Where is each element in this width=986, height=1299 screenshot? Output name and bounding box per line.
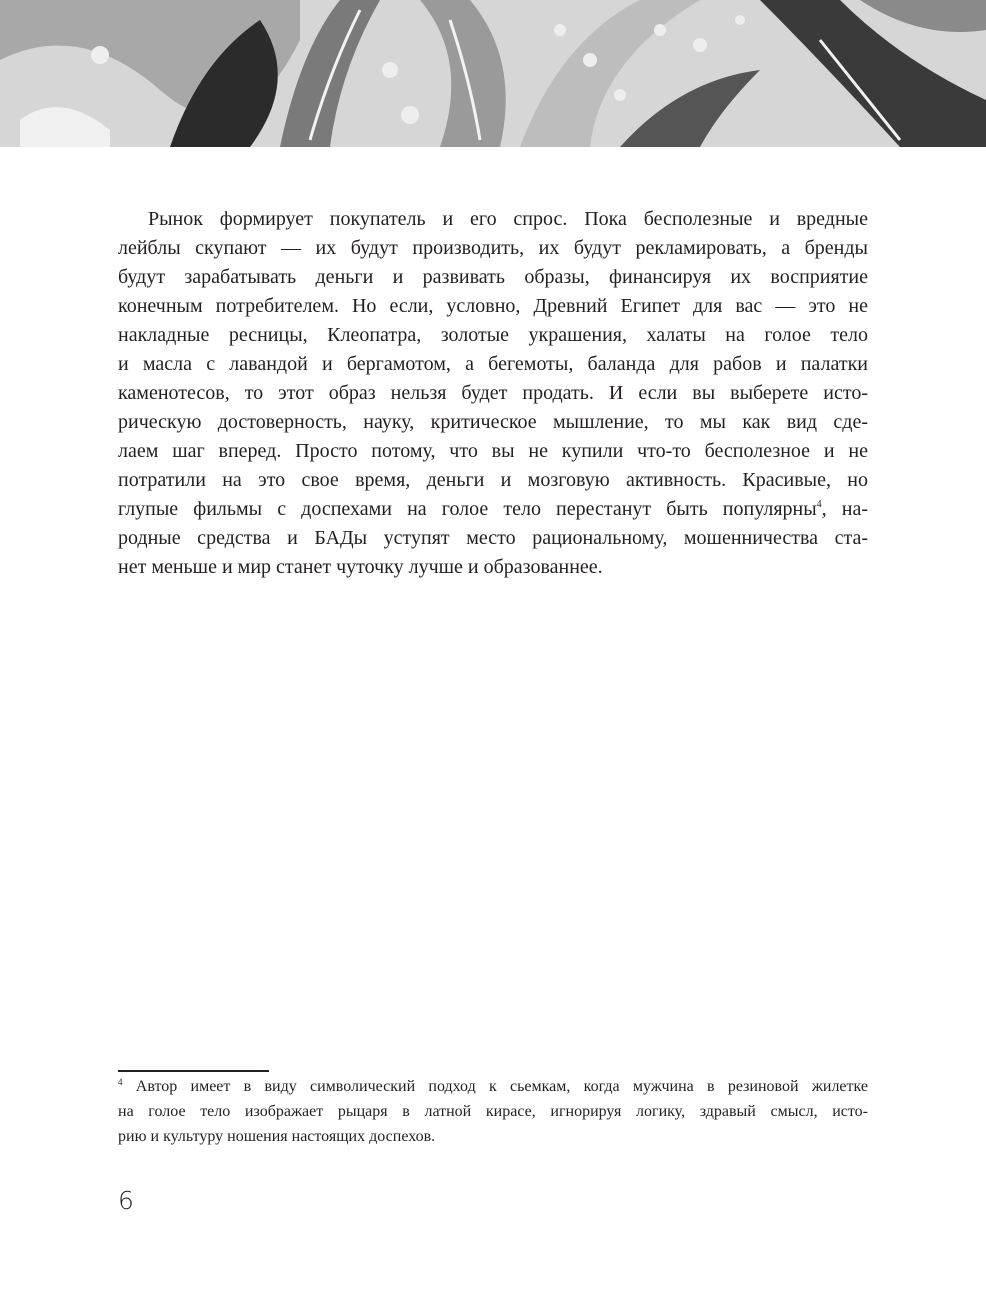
- footnote-line: на голое тело изображает рыцаря в латной кирасе, игнорируя логику, здравый смысл, исто-: [118, 1103, 868, 1120]
- main-paragraph: [118, 205, 868, 582]
- text-line-main: глупые фильмы с доспехами на голое тело перестанут быть популярны: [118, 498, 817, 520]
- footnote-text: Автор имеет в виду символический подход к сьемкам, когда мужчина в резиновой жилетке: [135, 1078, 869, 1095]
- footnote-reference[interactable]: 4: [816, 499, 822, 510]
- footnote: [118, 1074, 868, 1149]
- text-line: конечным потребителем. Но если, условно, Древний Египет для вас — это не: [118, 295, 868, 317]
- text-line: будут зарабатывать деньги и развивать образы, финансируя их восприятие: [118, 266, 868, 288]
- footnote-line: [118, 1074, 868, 1099]
- decorative-header-illustration: [0, 0, 986, 147]
- footnote-line: рию и культуру ношения настоящих доспехов.: [118, 1128, 436, 1145]
- page-number: 6: [118, 1186, 134, 1215]
- footnote-divider: [118, 1070, 269, 1072]
- text-line: накладные ресницы, Клеопатра, золотые украшения, халаты на голое тело: [118, 324, 868, 346]
- text-line: лаем шаг вперед. Просто потому, что вы не купили что-то бесполезное и не: [118, 440, 868, 462]
- text-line: лейблы скупают — их будут производить, их будут рекламировать, а бренды: [118, 237, 868, 259]
- ornament-pattern-icon: [0, 0, 986, 147]
- text-line-tail: , на-: [821, 498, 868, 520]
- text-line: [118, 495, 868, 524]
- text-line: нет меньше и мир станет чуточку лучше и образованнее.: [118, 556, 603, 578]
- footnote-marker: 4: [118, 1077, 123, 1087]
- text-line: родные средства и БАДы уступят место рациональному, мошенничества ста-: [118, 527, 868, 549]
- text-line: Рынок формирует покупатель и его спрос. Пока бесполезные и вредные: [148, 208, 868, 230]
- text-line: каменотесов, то этот образ нельзя будет продать. И если вы выберете исто-: [118, 382, 868, 404]
- text-line: рическую достоверность, науку, критическое мышление, то мы как вид сде-: [118, 411, 868, 433]
- text-line: потратили на это свое время, деньги и мозговую активность. Красивые, но: [118, 469, 868, 491]
- text-line: и масла с лавандой и бергамотом, а бегемоты, баланда для рабов и палатки: [118, 353, 868, 375]
